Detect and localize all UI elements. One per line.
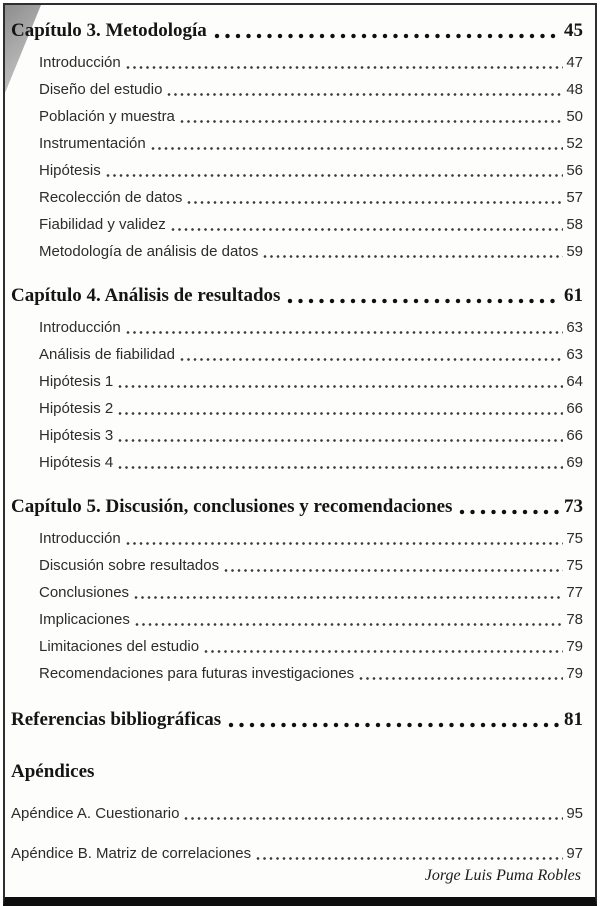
toc-entry-row [39, 154, 583, 181]
chapter-entries [39, 46, 583, 262]
toc-entry-label: Introducción [39, 530, 121, 547]
dot-leader [187, 200, 563, 205]
dot-leader [287, 298, 560, 304]
toc-entry-page-number: 66 [566, 427, 583, 444]
toc-entry-row [39, 127, 583, 154]
toc-entry-label: Metodología de análisis de datos [39, 243, 259, 260]
toc-entry-row [39, 522, 583, 549]
dot-leader [184, 816, 563, 821]
footer-author: Jorge Luis Puma Robles [424, 867, 581, 884]
toc-entry-label: Hipótesis 4 [39, 454, 114, 471]
toc-entry-row [39, 603, 583, 630]
appendices-heading: Apéndices [11, 761, 95, 782]
toc-entry-label: Análisis de fiabilidad [39, 346, 175, 363]
toc-entry-page-number: 75 [566, 530, 583, 547]
toc-page [3, 3, 597, 906]
chapter-heading-row [11, 284, 583, 308]
toc-entry-page-number: 52 [566, 135, 583, 152]
chapter-entries [39, 311, 583, 473]
toc-entry-label: Diseño del estudio [39, 81, 163, 98]
toc-entry-page-number: 63 [566, 346, 583, 363]
dot-leader [118, 384, 563, 389]
toc-entry-row [39, 208, 583, 235]
chapter-page-number: 61 [564, 285, 583, 306]
toc-entry-row [39, 576, 583, 603]
toc-entry-label: Población y muestra [39, 108, 175, 125]
toc-entry-page-number: 64 [566, 373, 583, 390]
dot-leader [118, 411, 563, 416]
dot-leader [180, 119, 563, 124]
dot-leader [134, 595, 563, 600]
dot-leader [135, 622, 563, 627]
toc-entry-page-number: 57 [566, 189, 583, 206]
dot-leader [106, 173, 564, 178]
toc-entry-label: Introducción [39, 54, 121, 71]
chapter-page-number: 73 [564, 496, 583, 517]
chapter-heading: Capítulo 3. Metodología [11, 20, 207, 41]
dot-leader [263, 254, 563, 259]
appendix-entries [11, 797, 583, 864]
dot-leader [459, 509, 560, 515]
toc-entry-label: Discusión sobre resultados [39, 557, 220, 574]
toc-entry-row [39, 630, 583, 657]
toc-entry-page-number: 58 [566, 216, 583, 233]
toc-content [5, 5, 595, 864]
toc-entry-page-number: 79 [566, 665, 583, 682]
appendix-entry-label: Apéndice A. Cuestionario [11, 805, 180, 822]
appendix-entry-row [11, 797, 583, 824]
toc-entry-row [39, 419, 583, 446]
toc-entry-label: Instrumentación [39, 135, 146, 152]
dot-leader [126, 330, 564, 335]
toc-entry-row [39, 100, 583, 127]
dot-leader [224, 568, 563, 573]
appendix-entry-row [11, 837, 583, 864]
toc-entry-page-number: 59 [566, 243, 583, 260]
chapter-heading: Capítulo 5. Discusión, conclusiones y recomendaciones [11, 496, 453, 517]
toc-entry-page-number: 63 [566, 319, 583, 336]
toc-entry-page-number: 75 [566, 557, 583, 574]
references-heading: Referencias bibliográficas [11, 709, 222, 730]
toc-entry-row [39, 235, 583, 262]
chapter-heading: Capítulo 4. Análisis de resultados [11, 285, 281, 306]
toc-entry-row [39, 46, 583, 73]
dot-leader [126, 65, 564, 70]
toc-entry-row [39, 549, 583, 576]
toc-entry-row [39, 338, 583, 365]
appendix-entry-page-number: 95 [566, 805, 583, 822]
chapter-entries [39, 522, 583, 684]
toc-entry-row [39, 365, 583, 392]
toc-entry-page-number: 66 [566, 400, 583, 417]
dot-leader [256, 856, 563, 861]
toc-entry-row [39, 73, 583, 100]
dot-leader [180, 357, 563, 362]
toc-entry-page-number: 78 [566, 611, 583, 628]
toc-entry-label: Limitaciones del estudio [39, 638, 200, 655]
toc-entry-label: Hipótesis [39, 162, 101, 179]
appendix-entry-page-number: 97 [566, 845, 583, 862]
dot-leader [204, 649, 563, 654]
appendix-entry-label: Apéndice B. Matriz de correlaciones [11, 845, 252, 862]
dot-leader [171, 227, 564, 232]
toc-entry-label: Recolección de datos [39, 189, 183, 206]
dot-leader [359, 676, 563, 681]
dot-leader [126, 541, 564, 546]
dot-leader [228, 722, 560, 728]
chapter-heading-row [11, 19, 583, 43]
toc-entry-page-number: 48 [566, 81, 583, 98]
toc-entry-page-number: 56 [566, 162, 583, 179]
toc-entry-row [39, 446, 583, 473]
toc-entry-label: Fiabilidad y validez [39, 216, 166, 233]
toc-entry-label: Hipótesis 2 [39, 400, 114, 417]
chapter-page-number: 45 [564, 20, 583, 41]
references-page-number: 81 [564, 709, 583, 730]
toc-entry-page-number: 47 [566, 54, 583, 71]
toc-entry-page-number: 79 [566, 638, 583, 655]
toc-entry-page-number: 50 [566, 108, 583, 125]
dot-leader [151, 146, 564, 151]
toc-entry-label: Introducción [39, 319, 121, 336]
dot-leader [167, 92, 563, 97]
toc-entry-row [39, 311, 583, 338]
toc-entry-page-number: 77 [566, 584, 583, 601]
toc-entry-row [39, 392, 583, 419]
toc-entry-row [39, 657, 583, 684]
references-heading-row [11, 708, 583, 732]
toc-entry-label: Conclusiones [39, 584, 130, 601]
toc-entry-label: Hipótesis 1 [39, 373, 114, 390]
dot-leader [118, 438, 563, 443]
chapter-heading-row [11, 495, 583, 519]
toc-entry-label: Hipótesis 3 [39, 427, 114, 444]
dot-leader [118, 465, 563, 470]
toc-entry-page-number: 69 [566, 454, 583, 471]
toc-entry-label: Recomendaciones para futuras investigaciones [39, 665, 355, 682]
dot-leader [214, 33, 560, 39]
toc-entry-label: Implicaciones [39, 611, 130, 628]
toc-entry-row [39, 181, 583, 208]
